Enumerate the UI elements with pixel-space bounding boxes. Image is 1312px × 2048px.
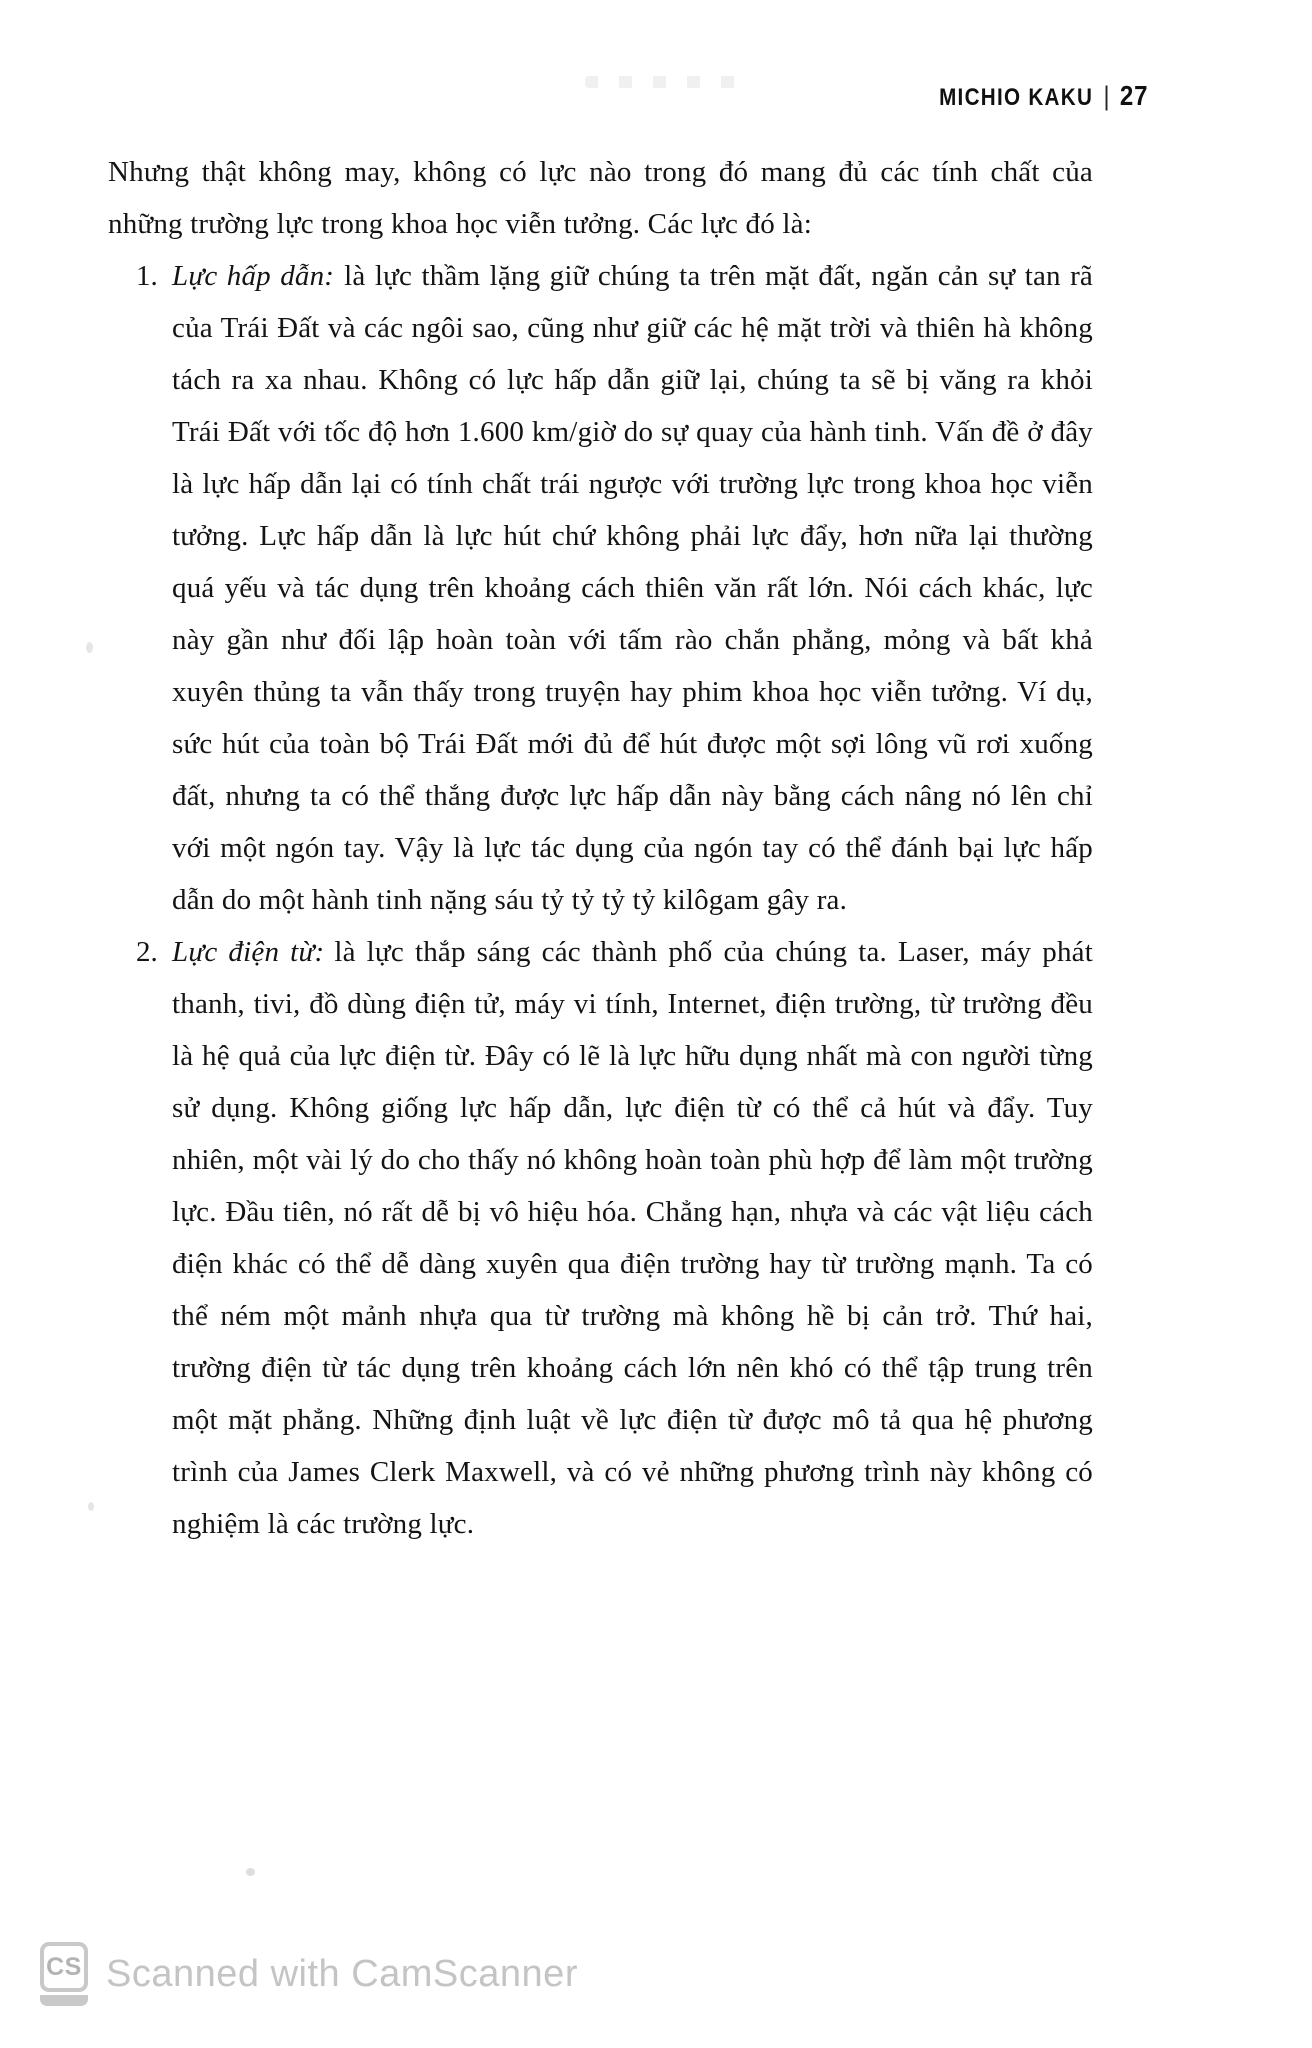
camscanner-logo-letters: CS	[40, 1942, 88, 1992]
camscanner-logo-icon	[40, 1942, 88, 2006]
force-description: là lực thắp sáng các thành phố của chúng ta. Laser, máy phát thanh, tivi, đồ dùng điện tử, máy vi tính, Internet, điện trường, từ trường đều là hệ quả của lực điện từ. Đây có lẽ là lực hữu dụng nhất mà con người từng sử dụng. Không giống lực hấp dẫn, lực điện từ có thể cả hút và đẩy. Tuy nhiên, một vài lý do cho thấy nó không hoàn toàn phù hợp để làm một trường lực. Đầu tiên, nó rất dễ bị vô hiệu hóa. Chẳng hạn, nhựa và các vật liệu cách điện khác có thể dễ dàng xuyên qua điện trường hay từ trường mạnh. Ta có thể ném một mảnh nhựa qua từ trường mà không hề bị cản trở. Thứ hai, trường điện từ tác dụng trên khoảng cách lớn nên khó có thể tập trung trên một mặt phẳng. Những định luật về lực điện từ được mô tả qua hệ phương trình của James Clerk Maxwell, và có vẻ những phương trình này không có nghiệm là các trường lực.	[172, 936, 1093, 1540]
header-divider: |	[1103, 81, 1110, 111]
list-item-electromagnetic	[108, 926, 1093, 1550]
list-item-number: 1.	[136, 260, 158, 292]
scan-speck	[86, 642, 93, 653]
force-name-label: Lực hấp dẫn:	[172, 260, 335, 292]
force-description: là lực thầm lặng giữ chúng ta trên mặt đất, ngăn cản sự tan rã của Trái Đất và các ngôi sao, cũng như giữ các hệ mặt trời và thiên hà không tách ra xa nhau. Không có lực hấp dẫn giữ lại, chúng ta sẽ bị văng ra khỏi Trái Đất với tốc độ hơn 1.600 km/giờ do sự quay của hành tinh. Vấn đề ở đây là lực hấp dẫn lại có tính chất trái ngược với trường lực trong khoa học viễn tưởng. Lực hấp dẫn là lực hút chứ không phải lực đẩy, hơn nữa lại thường quá yếu và tác dụng trên khoảng cách thiên văn rất lớn. Nói cách khác, lực này gần như đối lập hoàn toàn với tấm rào chắn phẳng, mỏng và bất khả xuyên thủng ta vẫn thấy trong truyện hay phim khoa học viễn tưởng. Ví dụ, sức hút của toàn bộ Trái Đất mới đủ để hút được một sợi lông vũ rơi xuống đất, nhưng ta có thể thắng được lực hấp dẫn này bằng cách nâng nó lên chỉ với một ngón tay. Vậy là lực tác dụng của ngón tay có thể đánh bại lực hấp dẫn do một hành tinh nặng sáu tỷ tỷ tỷ tỷ kilôgam gây ra.	[172, 260, 1093, 916]
list-item-gravity	[108, 250, 1093, 926]
forces-list	[108, 250, 1093, 1550]
page-number: 27	[1119, 80, 1148, 111]
list-item-number: 2.	[136, 936, 158, 968]
watermark-text: Scanned with CamScanner	[106, 1952, 578, 1995]
running-head	[939, 80, 1148, 112]
camscanner-logo-base	[40, 1995, 88, 2006]
camscanner-watermark	[40, 1942, 578, 2006]
scan-speck	[88, 1502, 94, 1511]
list-item-paragraph	[172, 250, 1093, 926]
page-body	[108, 146, 1093, 1550]
intro-paragraph: Nhưng thật không may, không có lực nào trong đó mang đủ các tính chất của những trường lực trong khoa học viễn tưởng. Các lực đó là:	[108, 156, 1093, 240]
list-item-paragraph	[172, 926, 1093, 1550]
force-name-label: Lực điện từ:	[172, 936, 325, 968]
scan-speck	[246, 1868, 255, 1876]
scan-artifact	[585, 76, 755, 88]
running-head-author: MICHIO KAKU	[938, 84, 1093, 111]
